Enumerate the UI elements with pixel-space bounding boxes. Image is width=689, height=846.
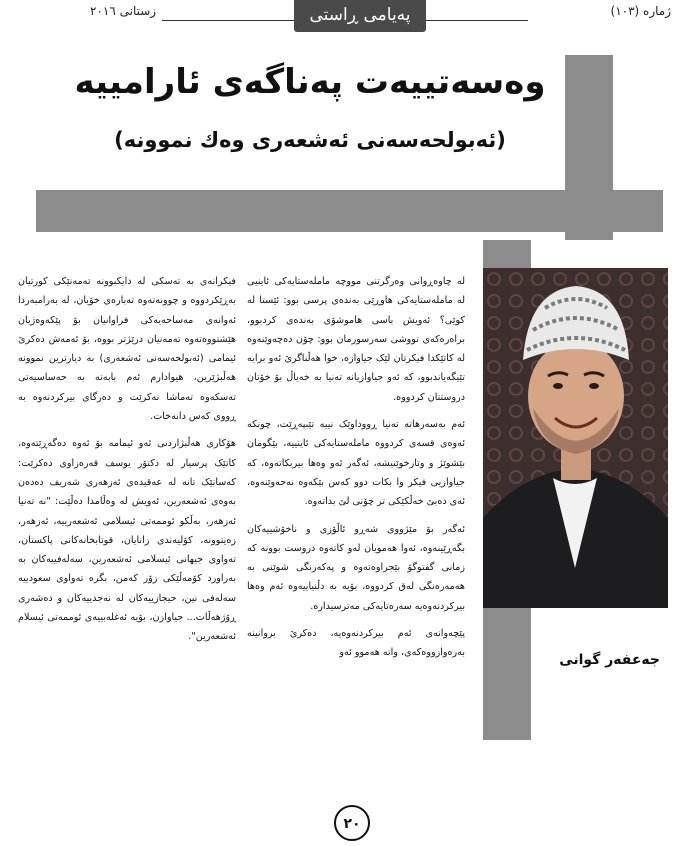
- article-title: وەسەتییەت پەناگەی ئارامییە: [74, 62, 546, 102]
- paragraph: فیکرانەی بە تەسکی لە دایکبوونە تەمەنێکی کورتیان بەڕێکردووە و چوونەتەوە تەبارەی خۆیان، لە بەرامبەردا ئەوانەی مەساحەیەکی فراوانیان بۆ پێکەوەژیان هێشتووەتەوە تەمەنیان درێژتر بووە، بۆ ئەمەش دەکرێ ئیمامی (ئەبولحەسەنی ئەشعەری) بە دیارترین نموونە هەڵبژێرین، هیوادارم ئەم بابەتە بە حەساسیەتی تەسکەوە تەماشا نەکرێت و دەرگای بیرکردنەوە بە ڕووی کەس دانەخات.: [18, 276, 236, 423]
- issue-number: ژمارە (١٠٣): [610, 4, 671, 18]
- title-decoration-horizontal-bar: [36, 190, 663, 232]
- paragraph: ئەگەر بۆ مێژووی شەڕو ئاڵۆزی و ناخۆشییەکان بگەڕێینەوە، ئەوا هەمویان لەو کاتەوە دروست بوونە کە زمانی گفتوگۆ بێجراوەتەوە و پەکەرنگی شوێنی بە هەمەرەنگی لەق کردووە، بۆیە بە دڵنیاییەوە ئەم وەها بیرکردنەوەیە سەرەتایەکی مەترسیدارە.: [247, 523, 465, 612]
- article-column-right: [247, 272, 465, 671]
- header-rule-left: [162, 20, 294, 21]
- article-subtitle: (ئەبولحەسەنی ئەشعەری وەك نموونە): [114, 128, 506, 152]
- paragraph: پێچەوانەی ئەم بیرکردنەوەیە، دەکرێ بروانینە بەرەوازووەکەی، واتە هەموو ئەو: [247, 628, 465, 659]
- page-number: ٢٠: [334, 805, 370, 841]
- header-rule-right: [426, 20, 528, 21]
- paragraph: ئەم بەسەرهاتە تەنیا ڕووداوێک نییە تێبپەڕێت، چونکە ئەوەی قسەی کردووە ماملەستایەکی ئاینییە، بێگومان بێشوێژ و وتارخوێنیشە، ئەگەر ئەو وەها بیربکاتەوە، کە جیاوازیی فیکر وا بکات دوو کەس بێکەوە نەحەوێنەوە، ئەی دەبێ خەڵکێکی تر چۆنی لێ بداتەوە.: [247, 419, 465, 508]
- section-title: پەیامی ڕاستی: [294, 0, 426, 32]
- season-date: زستانی ٢٠١٦: [90, 4, 157, 18]
- photo-caption-author: جەعفەر گوانی: [559, 652, 660, 668]
- author-photo: [483, 268, 668, 608]
- paragraph: لە چاوەڕوانی وەرگرتنی مووچە ماملەستایەکی ئاینیی لە ماملەستایەکی هاوڕێی بەندەی پرسی بوو: ئێستا لە کوێی؟ ئەویش باسی هاموشۆی بەندەی کردبوو، براەرەکەی تووشی سەرسورمان بوو: چۆن دەچەوێنەوە لە کاتێکدا فیکرتان لێک جیاوازە، خوا هەڵناگرێ ئەو برایە تێیگەیاندبوو، کە ئەو جیاوازیانە تەنیا بە خەیاڵ بۆ خۆتان دروستتان کردووە.: [247, 276, 465, 403]
- article-column-left: [18, 272, 236, 655]
- author-portrait-illustration: [483, 268, 668, 608]
- paragraph: هۆکاری هەڵبژاردنی ئەو ئیمامە بۆ ئەوە دەگەڕێتەوە، کاتێک پرسیار لە دکتۆر یوسف قەرەزاوی دەکرێت: کەسانێک تانە لە عەقیدەی ئەزهەری شەریف دەدەن بەوەی ئەشعەرین، ئەویش لە وەڵامدا دەڵێت: "نە تەنیا ئەزهەر، بەڵکو ئوممەتی ئیسلامی ئەشعەرییە، ئەزهەر، زەیتوونە، کۆلیەندی زانایان، قوتابخانەکانی پاکستان، تەواوی جیهانی ئیسلامی ئەشعەرین، سەلەفییەکان بە بەراورد کۆمەڵێکی زۆر کەمن، بگرە تەواوی سعودییە سەلەفی نین، حیجازییەکان لە نەجدییەکان و دەشەری ڕۆژهەڵات... جیاوازن، بۆیە ئەغلەبییەی ئوممەتی ئیسلام ئەشعەرین".: [18, 438, 236, 643]
